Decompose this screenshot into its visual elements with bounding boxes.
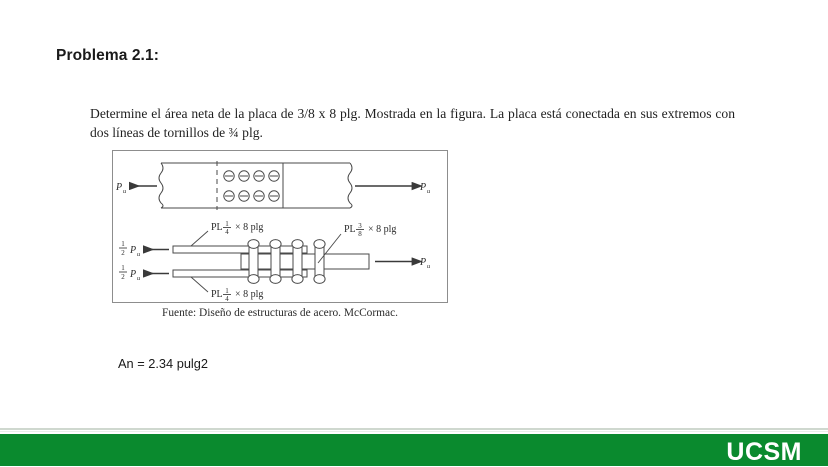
splice-plate-upper [173, 246, 307, 253]
bolt-row-bottom [224, 191, 279, 201]
load-label-right-bottom-sub: u [427, 263, 431, 270]
label-plate-top [211, 220, 263, 236]
bolt [254, 191, 264, 201]
svg-text:2: 2 [121, 249, 125, 257]
leader-plate-top [191, 231, 208, 246]
bolt [270, 240, 281, 284]
page-title: Problema 2.1: [56, 47, 159, 64]
figure-caption: Fuente: Diseño de estructuras de acero. McCormac. [162, 307, 398, 319]
bolt [269, 191, 279, 201]
svg-text:1: 1 [225, 287, 229, 295]
load-label-left-lower [119, 264, 141, 282]
break-line-right [348, 163, 352, 208]
svg-text:P: P [130, 245, 137, 256]
leader-plate-bottom [191, 277, 208, 292]
footer-divider-light [0, 431, 828, 432]
svg-text:PL: PL [344, 224, 356, 235]
svg-text:× 8 plg: × 8 plg [368, 224, 397, 235]
break-line-left [159, 163, 163, 208]
bolt [254, 171, 264, 181]
svg-text:3: 3 [358, 222, 362, 230]
svg-text:PL: PL [211, 289, 223, 300]
svg-text:4: 4 [225, 295, 229, 302]
bolt [292, 240, 303, 284]
load-label-left-top: P [116, 182, 123, 193]
svg-text:2: 2 [121, 273, 125, 281]
bolt [239, 191, 249, 201]
svg-text:PL: PL [211, 222, 223, 233]
label-plate-main [344, 222, 396, 238]
bolt [224, 191, 234, 201]
bolt [248, 240, 259, 284]
svg-text:1: 1 [121, 264, 125, 272]
svg-text:4: 4 [225, 228, 229, 236]
load-label-right-top: P [420, 182, 427, 193]
bolted-splice-diagram [113, 151, 447, 302]
figure-diagram [112, 150, 448, 303]
bolt [224, 171, 234, 181]
svg-text:P: P [130, 269, 137, 280]
main-plate [241, 254, 369, 269]
svg-text:8: 8 [358, 230, 362, 238]
svg-text:× 8 plg: × 8 plg [235, 289, 264, 300]
problem-statement: Determine el área neta de la placa de 3/8 x 8 plg. Mostrada en la figura. La placa está conectada en sus extremos con dos líneas de tornillos de ¾ plg. [90, 106, 735, 140]
bottom-elevation-view [119, 220, 431, 302]
footer-divider [0, 428, 828, 430]
load-label-left-top-sub: u [123, 188, 127, 195]
svg-text:u: u [137, 251, 141, 258]
load-label-left-upper [119, 240, 141, 258]
load-label-right-top-sub: u [427, 188, 431, 195]
load-label-right-bottom: P [420, 257, 427, 268]
footer-bar [0, 434, 828, 466]
bolt [239, 171, 249, 181]
svg-text:1: 1 [225, 220, 229, 228]
svg-text:× 8 plg: × 8 plg [235, 222, 264, 233]
top-plan-view [115, 161, 431, 210]
answer-text: An = 2.34 pulg2 [118, 356, 209, 371]
svg-text:u: u [137, 275, 141, 282]
label-plate-bottom [211, 287, 263, 302]
ucsm-logo: UCSM [726, 438, 802, 466]
bolt [269, 171, 279, 181]
svg-text:1: 1 [121, 240, 125, 248]
bolt-row-top [224, 171, 279, 181]
splice-plate-lower [173, 270, 307, 277]
